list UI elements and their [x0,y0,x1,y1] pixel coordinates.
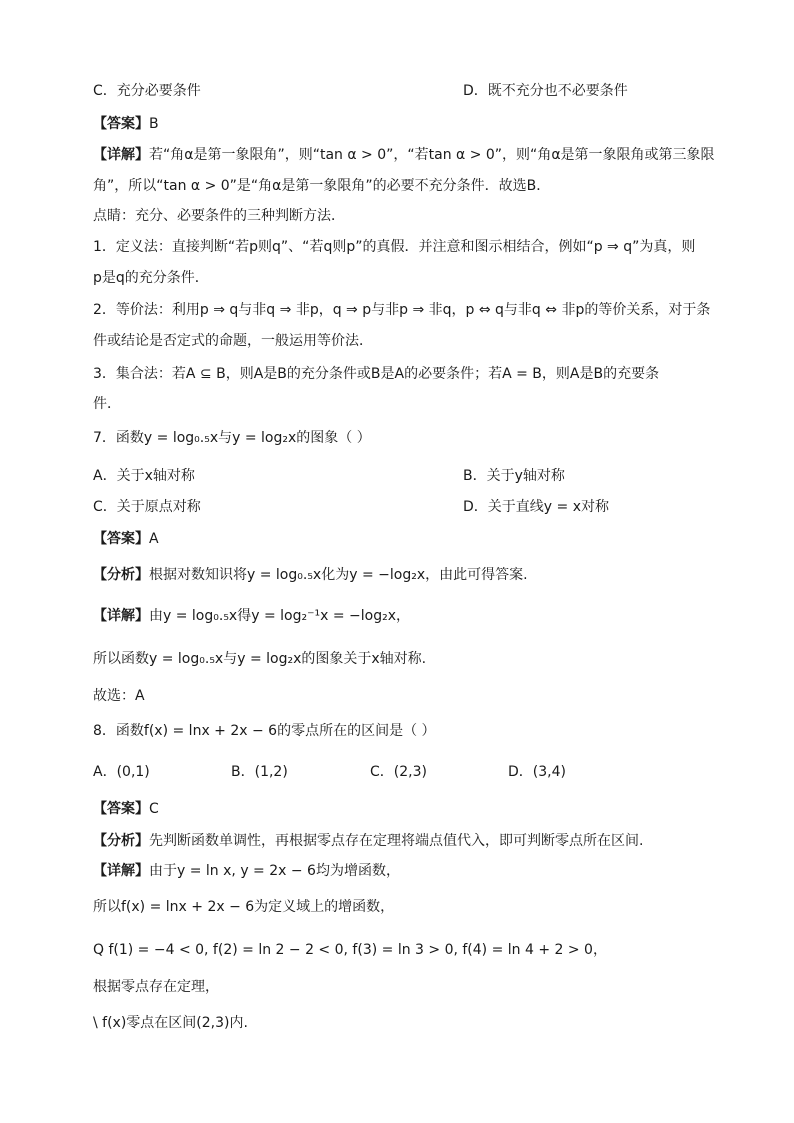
detail-text: 由y = log₀.₅x得y = log₂⁻¹x = −log₂x， [149,608,410,624]
analysis-text: 先判断函数单调性，再根据零点存在定理将端点值代入，即可判断零点所在区间. [149,833,644,849]
q6-detail-line-1 [93,145,715,165]
q6-answer [93,114,706,134]
analysis-text: 根据对数知识将y = log₀.₅x化为y = −log₂x，由此可得答案. [149,567,528,583]
q7-answer [93,529,706,549]
q8-line-2: 所以f(x) = lnx + 2x − 6为定义域上的增函数， [93,899,395,915]
q8-option-c: C．(2,3) [370,764,427,780]
q7-option-a: A．关于x轴对称 [93,468,195,484]
q7-detail [93,606,706,626]
answer-tag: 【答案】 [93,531,149,547]
method-1-line-1: 1．定义法：直接判断“若p则q”、“若q则p”的真假．并注意和图示相结合，例如“p ⇒ q”为真，则 [93,239,696,255]
method-3-line-1: 3．集合法：若A ⊆ B，则A是B的充分条件或B是A的必要条件；若A = B，则A是B的充要条 [93,366,660,382]
q8-answer [93,799,706,819]
q7-choose: 故选：A [93,688,145,704]
method-3-line-2: 件． [93,396,121,412]
q7-option-d: D．关于直线y = x对称 [463,499,609,515]
detail-tag: 【详解】 [93,863,149,879]
method-2-line-2: 件或结论是否定式的命题，一般运用等价法． [93,333,373,349]
q7-conclusion: 所以函数y = log₀.₅x与y = log₂x的图象关于x轴对称. [93,651,427,667]
q7-stem: 7．函数y = log₀.₅x与y = log₂x的图象（ ） [93,430,371,446]
q6-option-c: C．充分必要条件 [93,83,201,99]
detail-tag: 【详解】 [93,147,149,163]
detail-text: 由于y = ln x, y = 2x − 6均为增函数， [149,863,400,879]
answer-value: C [149,801,159,817]
q7-option-b: B．关于y轴对称 [463,468,565,484]
q8-line-3: Q f(1) = −4 < 0, f(2) = ln 2 − 2 < 0, f(3) = ln 3 > 0, f(4) = ln 4 + 2 > 0， [93,942,607,958]
q8-line-4: 根据零点存在定理， [93,979,219,995]
q6-tip: 点睛：充分、必要条件的三种判断方法． [93,208,345,224]
method-1-line-2: p是q的充分条件． [93,270,209,286]
q8-detail [93,861,706,881]
answer-value: B [149,116,159,132]
q6-options-row [93,81,706,101]
answer-value: A [149,531,159,547]
q7-option-c: C．关于原点对称 [93,499,201,515]
q6-option-d: D．既不充分也不必要条件 [463,83,628,99]
answer-tag: 【答案】 [93,801,149,817]
detail-text: 若“角α是第一象限角”，则“tan α > 0”，“若tan α > 0”，则“角α是第一象限角或第三象限 [149,147,715,163]
analysis-tag: 【分析】 [93,567,149,583]
q8-analysis [93,831,706,851]
detail-tag: 【详解】 [93,608,149,624]
q8-option-b: B．(1,2) [231,764,288,780]
q7-options-row-2 [93,497,706,517]
q8-options-row [93,762,706,782]
analysis-tag: 【分析】 [93,833,149,849]
q8-stem: 8．函数f(x) = lnx + 2x − 6的零点所在的区间是（ ） [93,723,436,739]
q7-options-row-1 [93,466,706,486]
method-2-line-1: 2．等价法：利用p ⇒ q与非q ⇒ 非p，q ⇒ p与非p ⇒ 非q，p ⇔ q与非q ⇔ 非p的等价关系，对于条 [93,302,711,318]
q7-analysis [93,565,706,585]
q6-detail-line-2: 角”，所以“tan α > 0”是“角α是第一象限角”的必要不充分条件．故选B． [93,178,551,194]
q8-line-5: \ f(x)零点在区间(2,3)内. [93,1015,248,1031]
q8-option-d: D．(3,4) [508,764,566,780]
q8-option-a: A．(0,1) [93,764,150,780]
answer-tag: 【答案】 [93,116,149,132]
